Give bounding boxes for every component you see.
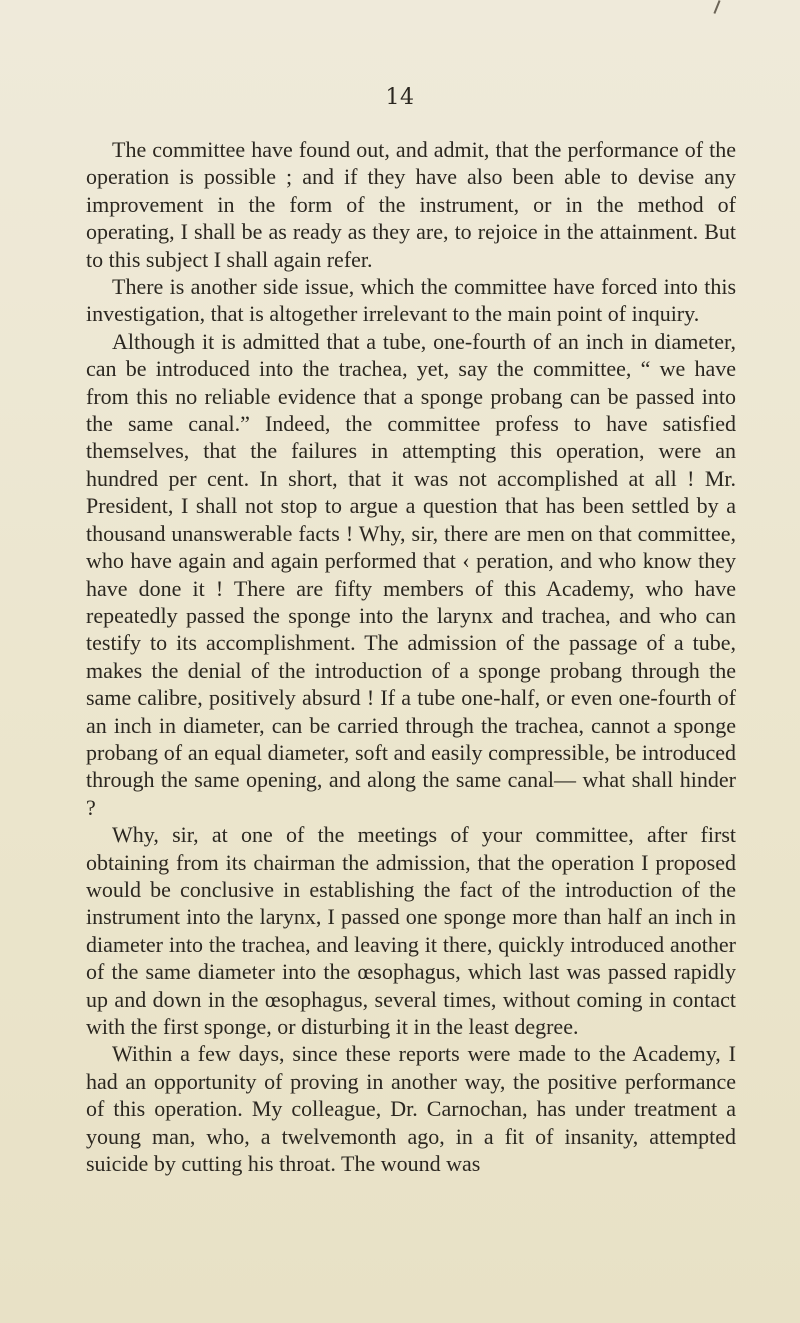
- paragraph-1: The committee have found out, and admit, that the performance of the operation is possible ; and if they have also been able to devise any improvement in the form of the instrument, or in the method of operating, I shall be as ready as they are, to rejoice in the attainment. But to this subject I shall again refer.: [86, 137, 736, 272]
- paragraph-2: There is another side issue, which the committee have forced into this investigation, that is altogether irrelevant to the main point of inquiry.: [86, 274, 736, 327]
- body-text: [86, 136, 736, 1177]
- page-number: 14: [385, 85, 415, 110]
- paragraph-3: Although it is admitted that a tube, one-fourth of an inch in diameter, can be introduced into the trachea, yet, say the committee, “ we have from this no reliable evidence that a sponge probang can be passed into the same canal.” Indeed, the committee profess to have satisfied themselves, that the failures in attempting this operation, were an hundred per cent. In short, that it was not accomplished at all ! Mr. President, I shall not stop to argue a question that has been settled by a thousand unanswerable facts ! Why, sir, there are men on that committee, who have again and again performed that ‹ peration, and who know they have done it ! There are fifty members of this Academy, who have repeatedly passed the sponge into the larynx and trachea, and who can testify to its accomplishment. The admission of the passage of a tube, makes the denial of the introduction of a sponge probang through the same calibre, positively absurd ! If a tube one-half, or even one-fourth of an inch in diameter, can be carried through the trachea, cannot a sponge probang of an equal diameter, soft and easily compressible, be introduced through the same opening, and along the same canal— what shall hinder ?: [86, 328, 736, 820]
- paragraph-5: Within a few days, since these reports were made to the Academy, I had an opportunity of proving in another way, the positive performance of this operation. My colleague, Dr. Carnochan, has under treatment a young man, who, a twelvemonth ago, in a fit of insanity, attempted suicide by cutting his throat. The wound was: [86, 1041, 736, 1177]
- stray-ink-mark: [713, 0, 720, 14]
- paragraph-4: Why, sir, at one of the meetings of your committee, after first obtaining from its chairman the admission, that the operation I proposed would be conclusive in establishing the fact of the introduction of the instrument into the larynx, I passed one sponge more than half an inch in diameter into the trachea, and leaving it there, quickly introduced another of the same diameter into the œsophagus, which last was passed rapidly up and down in the œsophagus, several times, without coming in contact with the first sponge, or disturbing it in the least degree.: [86, 822, 736, 1039]
